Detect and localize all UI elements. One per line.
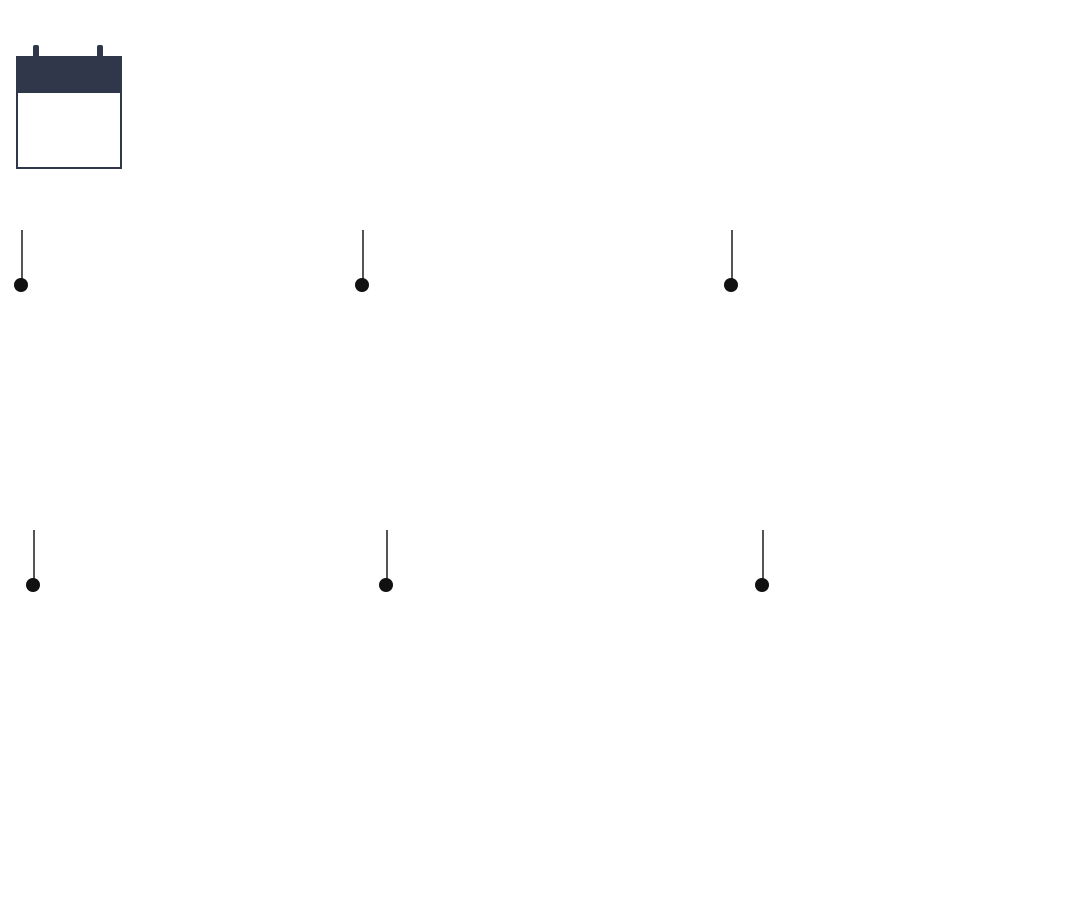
event-dot — [26, 578, 40, 592]
event-connector — [762, 530, 764, 585]
event-dot — [355, 278, 369, 292]
event-connector — [362, 230, 364, 285]
event-connector — [21, 230, 23, 285]
event-connector — [731, 230, 733, 285]
header — [0, 0, 1080, 200]
event-dot — [724, 278, 738, 292]
event-dot — [755, 578, 769, 592]
event-dot — [14, 278, 28, 292]
event-connector — [386, 530, 388, 585]
event-connector — [33, 530, 35, 585]
calendar-icon — [16, 45, 122, 169]
event-dot — [379, 578, 393, 592]
